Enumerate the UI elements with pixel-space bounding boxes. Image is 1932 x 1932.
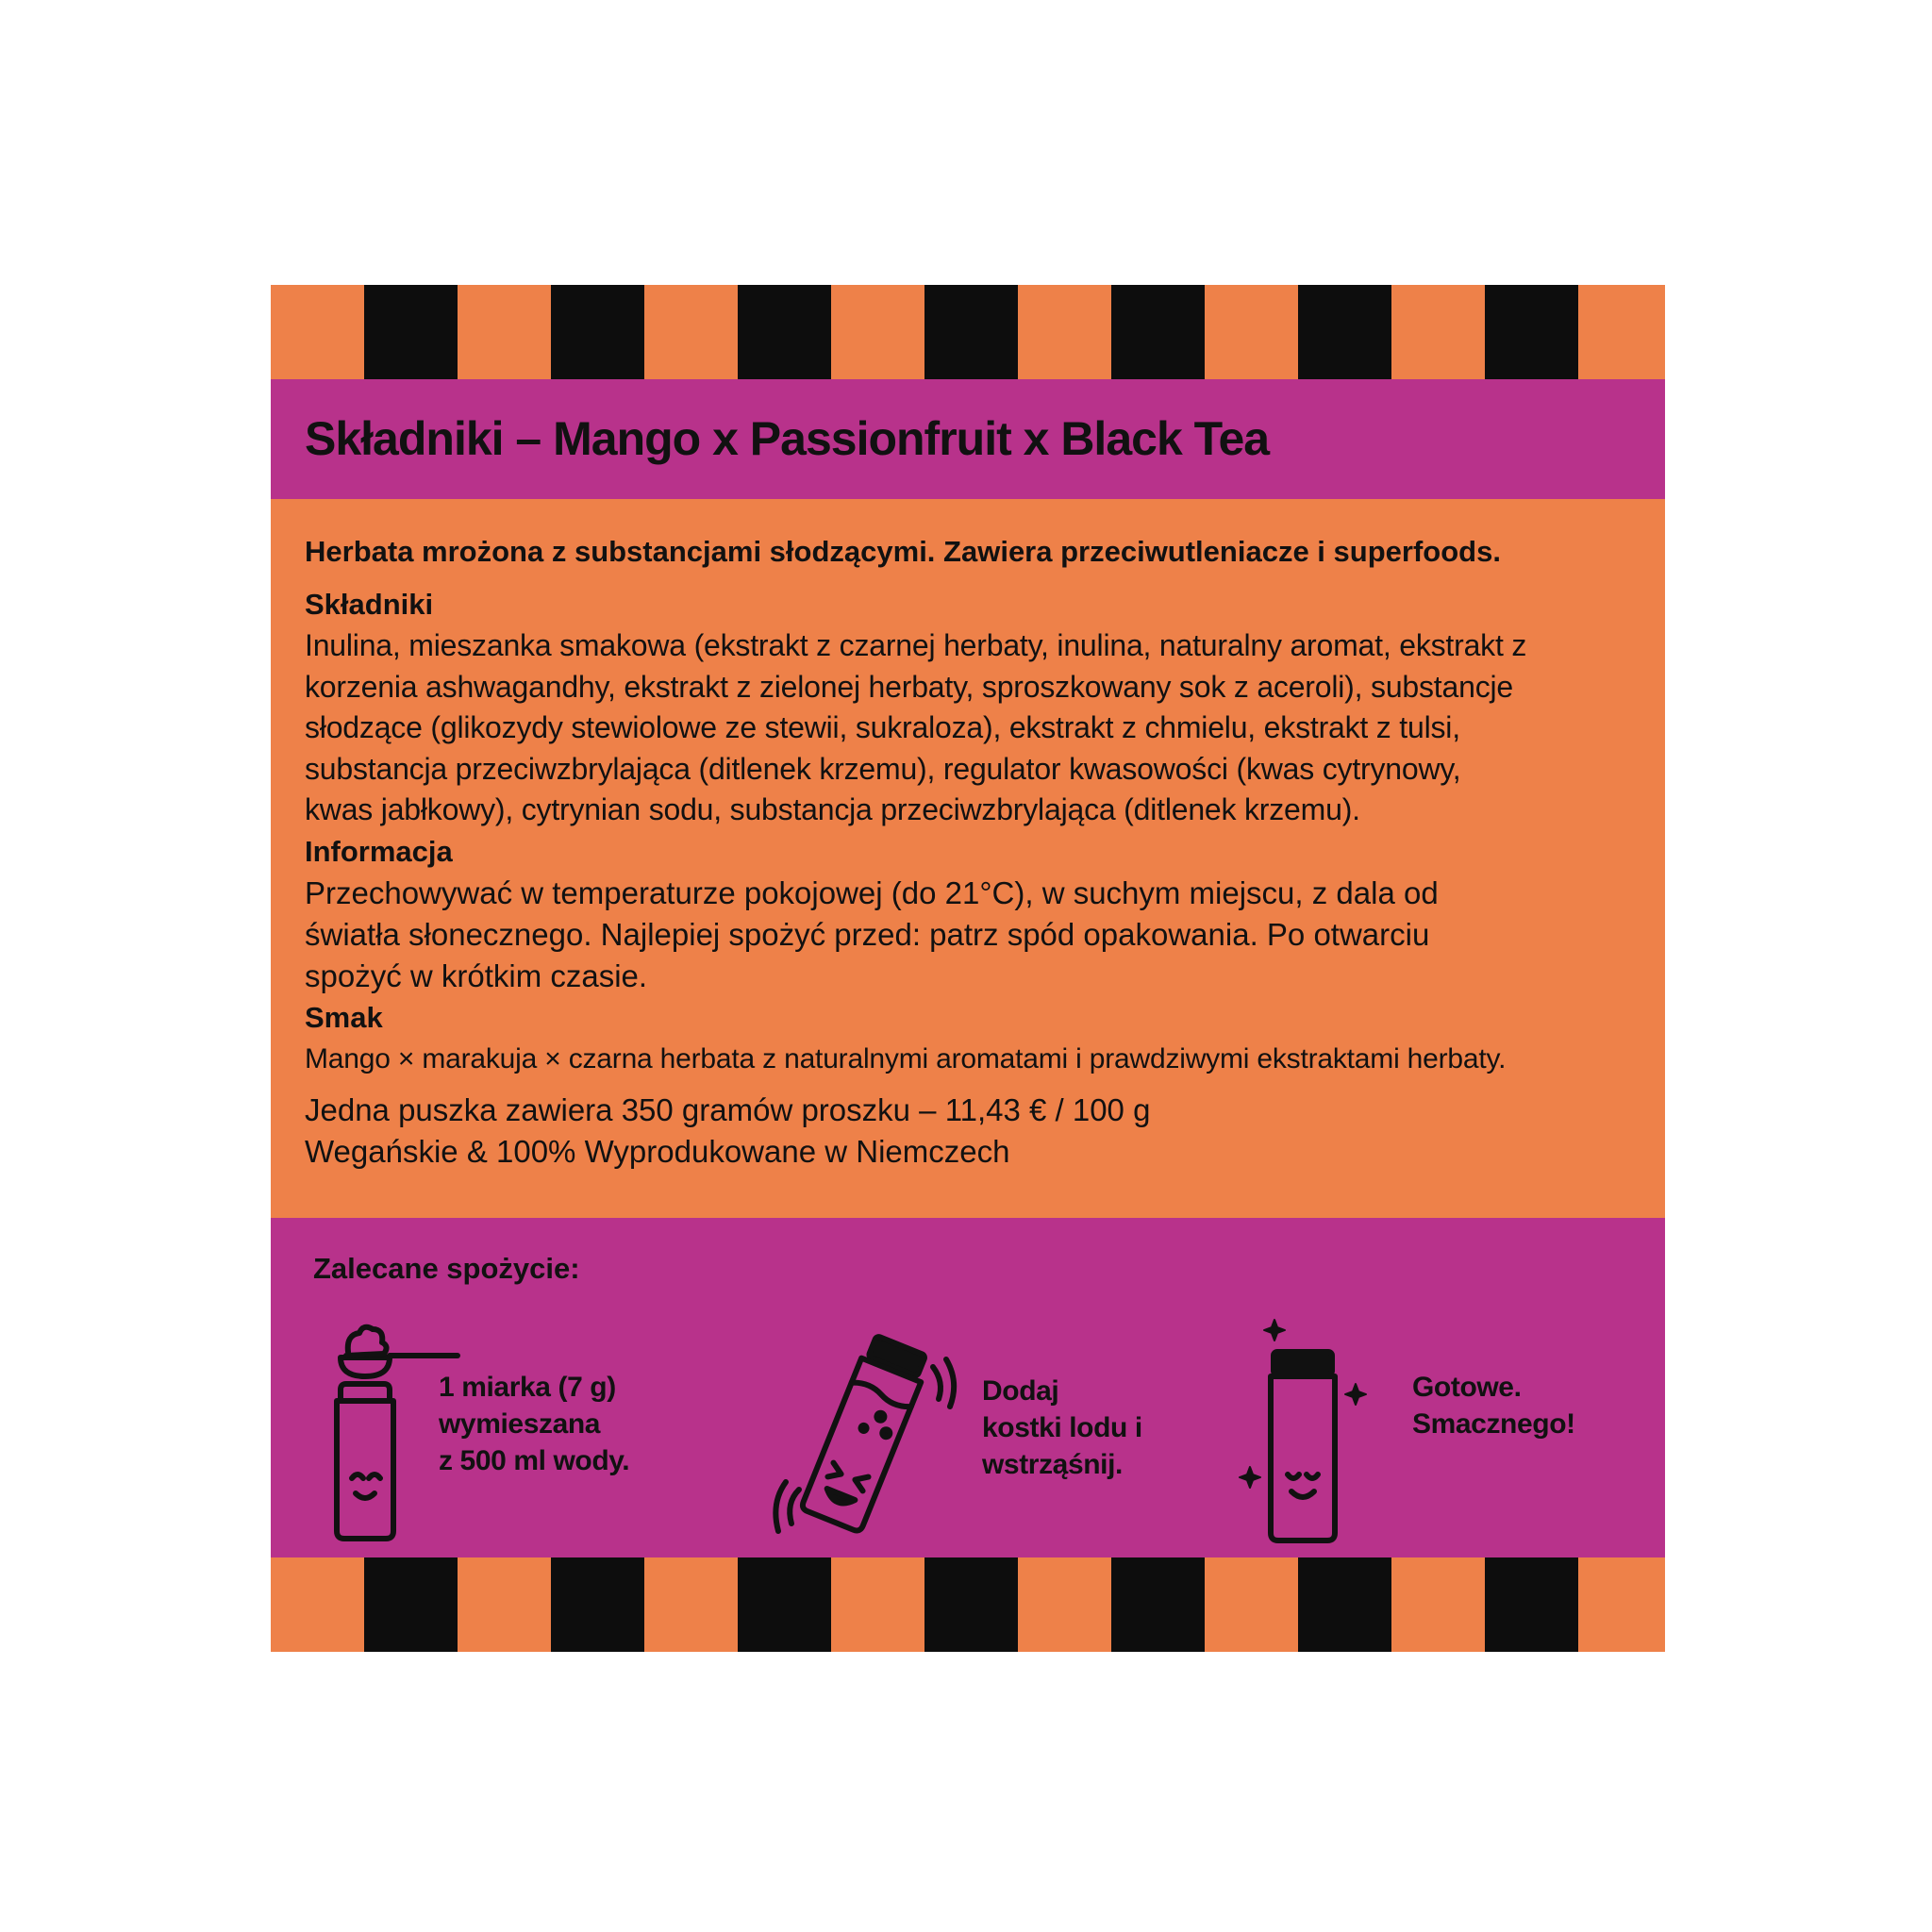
top-stripe-border <box>271 285 1665 379</box>
stripe-block <box>551 285 644 379</box>
step-1-line: z 500 ml wody. <box>439 1445 630 1476</box>
stripe-block <box>738 1557 831 1652</box>
info-section <box>305 533 1644 1173</box>
stripe-block <box>924 1557 1018 1652</box>
information-heading: Informacja <box>305 834 453 868</box>
stripe-block <box>1298 1557 1391 1652</box>
stripe-block <box>1485 1557 1578 1652</box>
step-3-line: Gotowe. <box>1412 1372 1522 1403</box>
page-title: Składniki – Mango x Passionfruit x Black Tea <box>305 412 1270 465</box>
step-2-line: kostki lodu i <box>982 1412 1142 1443</box>
ingredients-line: korzenia ashwagandhy, ekstrakt z zielonej herbaty, sproszkowany sok z aceroli), substancje <box>305 669 1514 704</box>
product-info-card <box>271 285 1665 1652</box>
stripe-block <box>1111 285 1205 379</box>
step-2-line: Dodaj <box>982 1375 1059 1407</box>
information-line: światła słonecznego. Najlepiej spożyć przed: patrz spód opakowania. Po otwarciu <box>305 916 1430 952</box>
bottom-stripe-border <box>271 1557 1665 1652</box>
ingredients-heading: Składniki <box>305 588 434 621</box>
usage-band <box>271 1218 1665 1557</box>
ingredients-line: słodzące (glikozydy stewiolowe ze stewii, sukraloza), ekstrakt z chmielu, ekstrakt z tulsi, <box>305 710 1460 744</box>
information-text <box>305 873 1644 997</box>
flavor-heading: Smak <box>305 1000 383 1034</box>
flavor-text: Mango × marakuja × czarna herbata z naturalnymi aromatami i prawdziwymi ekstraktami herbaty. <box>305 1042 1507 1074</box>
stripe-block <box>364 1557 458 1652</box>
step-1-line: wymieszana <box>439 1408 601 1440</box>
ingredients-line: kwas jabłkowy), cytrynian sodu, substancja przeciwzbrylająca (ditlenek krzemu). <box>305 792 1360 826</box>
step-2-text <box>982 1373 1142 1483</box>
step-2-line: wstrząśnij. <box>982 1449 1123 1480</box>
stripe-block <box>364 285 458 379</box>
ingredients-line: Inulina, mieszanka smakowa (ekstrakt z czarnej herbaty, inulina, naturalny aromat, ekstrakt z <box>305 628 1527 662</box>
information-line: spożyć w krótkim czasie. <box>305 958 648 993</box>
sparkling-bottle-icon <box>1239 1312 1380 1548</box>
stripe-block <box>924 285 1018 379</box>
step-1-line: 1 miarka (7 g) <box>439 1372 616 1403</box>
usage-title: Zalecane spożycie: <box>313 1252 580 1285</box>
shaking-bottle-icon <box>771 1331 959 1539</box>
information-line: Przechowywać w temperaturze pokojowej (do 21°C), w suchym miejscu, z dala od <box>305 874 1439 910</box>
vegan-made-in-germany-text: Wegańskie & 100% Wyprodukowane w Niemczech <box>305 1133 1010 1169</box>
step-1-text <box>439 1369 629 1479</box>
stripe-block <box>738 285 831 379</box>
ingredients-line: substancja przeciwzbrylająca (ditlenek krzemu), regulator kwasowości (kwas cytrynowy, <box>305 751 1461 786</box>
title-band <box>271 379 1665 499</box>
stripe-block <box>1111 1557 1205 1652</box>
lead-text: Herbata mrożona z substancjami słodzącymi. Zawiera przeciwutleniacze i superfoods. <box>305 535 1501 568</box>
can-content-text: Jedna puszka zawiera 350 gramów proszku – 11,43 € / 100 g <box>305 1091 1151 1127</box>
ingredients-text <box>305 625 1644 831</box>
stripe-block <box>1298 285 1391 379</box>
stripe-block <box>551 1557 644 1652</box>
step-3-text <box>1412 1369 1575 1442</box>
stripe-block <box>1485 285 1578 379</box>
step-3-line: Smacznego! <box>1412 1408 1575 1440</box>
